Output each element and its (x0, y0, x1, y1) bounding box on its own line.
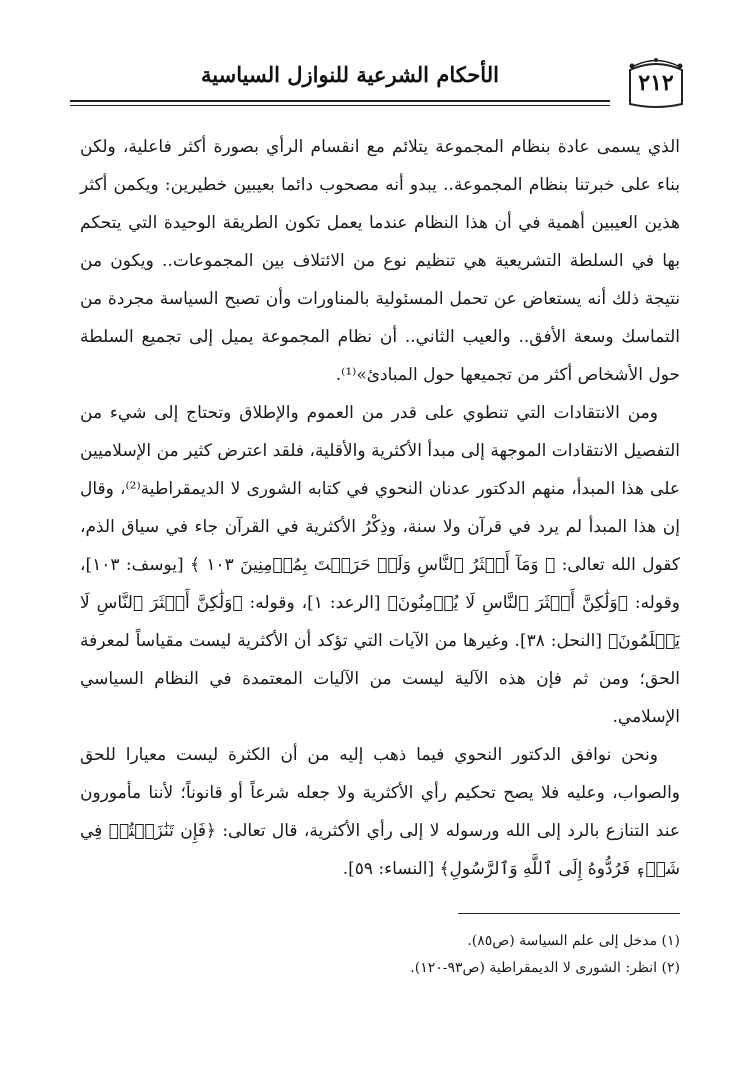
page-number-badge (624, 56, 688, 110)
header-rule-thin (70, 105, 610, 106)
page-number: ٢١٢ (638, 70, 674, 96)
footnote: (١) مدخل إلى علم السياسة (ص٨٥). (467, 933, 680, 949)
paragraph: ونحن نوافق الدكتور النحوي فيما ذهب إليه من أن الكثرة ليست معيارا للحق والصواب، وعليه فلا يصح تحكيم رأي الأكثرية ولا جعله شرعاً أو قانوناً؛ لأننا مأمورون عند التنازع بالرد إلى الله ورسوله لا إلى رأي الأكثرية، قال تعالى: ﴿فَإِن تَنَٰزَعۡتُمۡ فِي شَيۡءٖ فَرُدُّوهُ إِلَى ٱللَّهِ وَٱلرَّسُولِ﴾ [النساء: ٥٩]. (80, 745, 680, 879)
paragraph: الذي يسمى عادة بنظام المجموعة يتلائم مع انقسام الرأي بصورة أكثر فاعلية، ولكن بناء على خبرتنا بنظام المجموعة.. يبدو أنه مصحوب دائما بعيبين خطيرين: ويكمن أكثر هذين العيبين أهمية في أن هذا النظام عندما يعمل تكون الطريقة الوحيدة التي يتحكم بها في السلطة التشريعية هي تنظيم نوع من الائتلاف بين المجموعات.. ويكون من نتيجة ذلك أنه يستعاض عن تحمل المسئولية بالمناورات وأن تصبح السياسة مجردة من التماسك وسعة الأفق.. والعيب الثاني.. أن نظام المجموعة يميل إلى تجميع السلطة حول الأشخاص أكثر من تجميعها حول المبادئ»⁽¹⁾. (80, 137, 680, 385)
running-title: الأحكام الشرعية للنوازل السياسية (201, 62, 499, 87)
running-head (70, 52, 610, 112)
footnotes (300, 928, 680, 982)
main-text (80, 128, 680, 888)
footnote: (٢) انظر: الشورى لا الديمقراطية (ص٩٣-١٢٠). (410, 960, 680, 976)
footnote-separator (458, 913, 680, 914)
paragraph: ومن الانتقادات التي تنطوي على قدر من العموم والإطلاق وتحتاج إلى شيء من التفصيل الانتقادات الموجهة إلى مبدأ الأكثرية والأقلية، فلقد اعترض كثير من الإسلاميين على هذا المبدأ، منهم الدكتور عدنان النحوي في كتابه الشورى لا الديمقراطية⁽²⁾، وقال إن هذا المبدأ لم يرد في قرآن ولا سنة، وذِكْرُ الأكثرية في القرآن جاء في سياق الذم، كقول الله تعالى: ﴿ وَمَآ أَكۡثَرُ ٱلنَّاسِ وَلَوۡ حَرَصۡتَ بِمُؤۡمِنِينَ ١٠٣ ﴾ [يوسف: ١٠٣]، وقوله: ﴿وَلَٰكِنَّ أَكۡثَرَ ٱلنَّاسِ لَا يُؤۡمِنُونَ﴾ [الرعد: ١]، وقوله: ﴿وَلَٰكِنَّ أَكۡثَرَ ٱلنَّاسِ لَا يَعۡلَمُونَ﴾ [النحل: ٣٨]. وغيرها من الآيات التي تؤكد أن الأكثرية ليست مقياساً لمعرفة الحق؛ ومن ثم فإن هذه الآلية ليست من الآليات المعتمدة في النظام السياسي الإسلامي. (80, 403, 681, 727)
header-rule (70, 100, 610, 102)
